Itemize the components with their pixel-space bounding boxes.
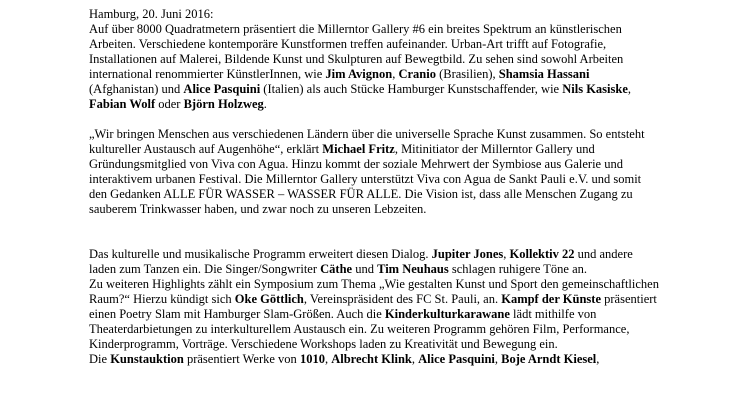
text-run: , Mitinitiator der Millerntor Gallery und Gründungsmitglied von Viva con Agua. Hinzu kommt der soziale Mehrwert der Symbiose aus Galerie und interaktivem urbanen Festival. Die Millerntor Gallery unterstützt Viva con Agua de Sankt Pauli e.V. und somit den Gedanken ALLE FÜR WASSER – WASSER FÜR ALLE. Die Vision ist, dass alle Menschen Zugang zu sauberem Trinkwasser haben, und zwar noch zu unseren Lebzeiten. [89, 142, 642, 216]
artist-name: Boje Arndt Kiesel [501, 352, 597, 366]
paragraph-spacer [89, 112, 659, 127]
text-run: und [352, 262, 378, 276]
person-name: Michael Fritz [322, 142, 395, 156]
paragraph-intro [89, 7, 659, 112]
artist-name: Björn Holzweg [183, 97, 264, 111]
text-run: . [263, 97, 267, 111]
event-name: Kinderkulturkarawane [384, 307, 510, 321]
band-name: Jupiter Jones [431, 247, 504, 261]
text-run: , [411, 352, 419, 366]
dateline: Hamburg, 20. Juni 2016: [89, 7, 214, 21]
press-release-document [89, 7, 659, 367]
artist-name: Fabian Wolf [89, 97, 156, 111]
intro-text: Auf über 8000 Quadratmetern präsentiert die Millerntor Gallery #6 ein breites Spektrum an künstlerischen Arbeiten. Verschiedene kontemporäre Kunstformen treffen aufeinander. Urban-Art trifft auf Fotografie, Installationen auf Malerei, Bildende Kunst und Skulpturen auf Bewegtbild. Zu sehen sind sowohl Arbeiten international renommierter KünstlerInnen, wie [89, 22, 624, 81]
event-name: Kampf der Künste [501, 292, 601, 306]
text-run: Das kulturelle und musikalische Programm erweitert diesen Dialog. [89, 247, 432, 261]
event-name: Kunstauktion [110, 352, 184, 366]
text-run: , [392, 67, 399, 81]
paragraph-spacer [89, 232, 659, 247]
text-run: , [596, 352, 600, 366]
artist-name: Cäthe [320, 262, 353, 276]
text-run: , [503, 247, 510, 261]
band-name: Kollektiv 22 [509, 247, 575, 261]
paragraph-auction [89, 352, 659, 367]
paragraph-spacer [89, 217, 659, 232]
text-run: (Afghanistan) und [89, 82, 184, 96]
text-run: präsentiert einen Poetry Slam mit Hamburger Slam-Größen. Auch die [89, 292, 657, 321]
text-run: , [627, 82, 631, 96]
artist-name: Shamsia Hassani [498, 67, 590, 81]
text-run: oder [155, 97, 184, 111]
text-run: lädt mithilfe von Theaterdarbietungen zu interkulturellem Austausch ein. Zu weiteren Programm gehören Film, Performance, Kinderprogramm, Vorträge. Verschiedene Workshops laden zu Kreativität und Bewegung ein. [89, 307, 630, 351]
text-run: , [494, 352, 502, 366]
artist-name: Jim Avignon [325, 67, 393, 81]
artist-name: Alice Pasquini [183, 82, 261, 96]
paragraph-program [89, 247, 659, 277]
artist-name: Cranio [398, 67, 436, 81]
text-run: präsentiert Werke von [183, 352, 300, 366]
person-name: Oke Göttlich [234, 292, 304, 306]
artist-name: Alice Pasquini [418, 352, 495, 366]
text-run: schlagen ruhigere Töne an. [448, 262, 588, 276]
artist-name: Albrecht Klink [331, 352, 412, 366]
paragraph-quote [89, 127, 659, 217]
text-run: und andere laden zum Tanzen ein. Die Singer/Songwriter [89, 247, 633, 276]
artist-name: Tim Neuhaus [377, 262, 449, 276]
quote-text: „Wir bringen Menschen aus verschiedenen Ländern über die universelle Sprache Kunst zusammen. So entsteht kultureller Austausch auf Augenhöhe“, erklärt [89, 127, 645, 156]
text-run: Die [89, 352, 111, 366]
text-run: (Italien) als auch Stücke Hamburger Kunstschaffender, wie [260, 82, 563, 96]
paragraph-highlights [89, 277, 659, 352]
text-run: Zu weiteren Highlights zählt ein Symposium zum Thema „Wie gestalten Kunst und Sport den gemeinschaftlichen Raum?“ Hierzu kündigt sich [89, 277, 659, 306]
artist-name: 1010 [299, 352, 325, 366]
artist-name: Nils Kasiske [562, 82, 628, 96]
text-run: , Vereinspräsident des FC St. Pauli, an. [303, 292, 502, 306]
text-run: , [324, 352, 332, 366]
text-run: (Brasilien), [435, 67, 499, 81]
